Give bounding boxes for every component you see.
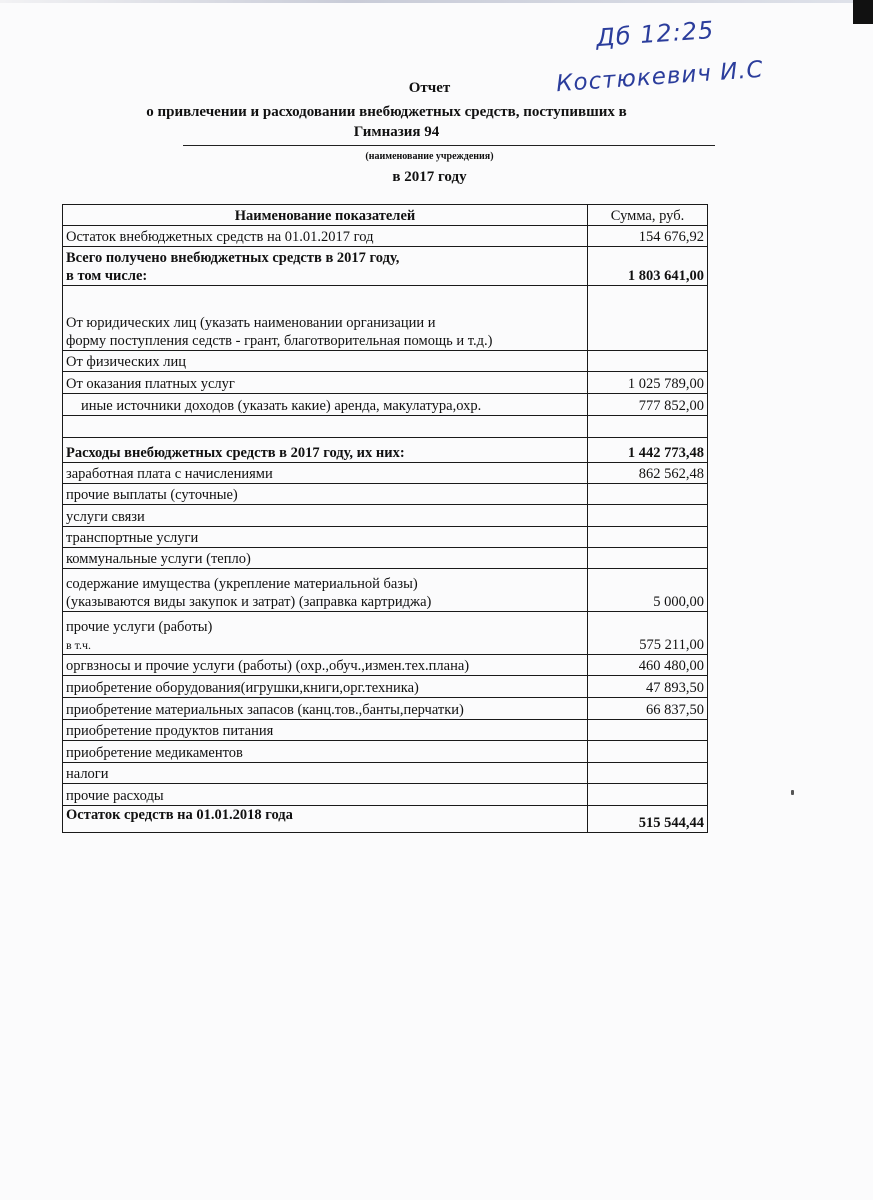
- table-row: [63, 286, 708, 351]
- row-label: Остаток внебюджетных средств на 01.01.2017 год: [63, 226, 588, 247]
- row-label: [63, 612, 588, 655]
- scan-corner-shadow: [853, 0, 873, 24]
- table-row: [63, 806, 708, 833]
- row-label: приобретение материальных запасов (канц.тов.,банты,перчатки): [63, 698, 588, 720]
- table-row: [63, 548, 708, 569]
- row-label: заработная плата с начислениями: [63, 463, 588, 484]
- table-row: [63, 698, 708, 720]
- column-header-name: Наименование показателей: [63, 205, 588, 226]
- table-row: [63, 226, 708, 247]
- row-amount: 5 000,00: [588, 569, 708, 612]
- row-amount: [588, 351, 708, 372]
- row-amount: 1 803 641,00: [588, 247, 708, 286]
- table-row: [63, 720, 708, 741]
- table-row: [63, 372, 708, 394]
- table-row: [63, 569, 708, 612]
- row-label: [63, 247, 588, 286]
- scan-top-edge: [0, 0, 873, 3]
- table-row: [63, 612, 708, 655]
- column-header-sum: Сумма, руб.: [588, 205, 708, 226]
- table-row: [63, 527, 708, 548]
- row-amount: [588, 416, 708, 438]
- row-label-line: в том числе:: [66, 268, 148, 284]
- report-year: в 2017 году: [392, 169, 467, 185]
- row-amount: [588, 720, 708, 741]
- table-row: [63, 763, 708, 784]
- table-row: [63, 676, 708, 698]
- row-amount: [588, 548, 708, 569]
- row-amount: 66 837,50: [588, 698, 708, 720]
- row-label: прочие выплаты (суточные): [63, 484, 588, 505]
- row-amount: [588, 286, 708, 351]
- row-label: услуги связи: [63, 505, 588, 527]
- row-label: [63, 569, 588, 612]
- row-label: прочие расходы: [63, 784, 588, 806]
- row-label: оргвзносы и прочие услуги (работы) (охр.,обуч.,измен.тех.плана): [63, 655, 588, 676]
- row-amount: 1 025 789,00: [588, 372, 708, 394]
- row-amount: [588, 784, 708, 806]
- row-amount: 1 442 773,48: [588, 438, 708, 463]
- table-row: [63, 784, 708, 806]
- institution-name: Гимназия 94: [353, 124, 440, 140]
- row-label-line: форму поступления седств - грант, благотворительная помощь и т.д.): [66, 333, 493, 349]
- table-row: [63, 247, 708, 286]
- row-amount: 777 852,00: [588, 394, 708, 416]
- row-amount: [588, 763, 708, 784]
- row-amount: [588, 505, 708, 527]
- report-table: [62, 204, 708, 833]
- row-label: Остаток средств на 01.01.2018 года: [63, 806, 588, 833]
- row-amount: 460 480,00: [588, 655, 708, 676]
- handwritten-name-note: Костюкевич И.С: [555, 56, 765, 98]
- handwritten-time-note: Дб 12:25: [595, 15, 716, 53]
- row-label: приобретение продуктов питания: [63, 720, 588, 741]
- table-row: [63, 416, 708, 438]
- row-label: [63, 416, 588, 438]
- row-amount: 154 676,92: [588, 226, 708, 247]
- table-row: [63, 394, 708, 416]
- row-amount: 575 211,00: [588, 612, 708, 655]
- row-label: От оказания платных услуг: [63, 372, 588, 394]
- row-label: [63, 286, 588, 351]
- row-label-line: в т.ч.: [66, 638, 92, 652]
- row-label: налоги: [63, 763, 588, 784]
- row-amount: 515 544,44: [588, 806, 708, 833]
- row-amount: 862 562,48: [588, 463, 708, 484]
- report-title: Отчет: [408, 80, 451, 96]
- row-label: коммунальные услуги (тепло): [63, 548, 588, 569]
- table-row: [63, 438, 708, 463]
- row-amount: [588, 527, 708, 548]
- table-header-row: [63, 205, 708, 226]
- institution-underline: [183, 145, 715, 146]
- row-label-line: (указываются виды закупок и затрат) (заправка картриджа): [66, 594, 432, 610]
- row-label-line: содержание имущества (укрепление материальной базы): [66, 576, 418, 592]
- row-label: приобретение оборудования(игрушки,книги,орг.техника): [63, 676, 588, 698]
- row-label: транспортные услуги: [63, 527, 588, 548]
- row-label: иные источники доходов (указать какие) аренда, макулатура,охр.: [63, 394, 588, 416]
- row-amount: 47 893,50: [588, 676, 708, 698]
- scan-speck: [791, 790, 794, 795]
- table-row: [63, 351, 708, 372]
- report-subtitle: о привлечении и расходовании внебюджетных средств, поступивших в: [146, 104, 627, 120]
- row-label: приобретение медикаментов: [63, 741, 588, 763]
- institution-caption: (наименование учреждения): [365, 151, 494, 162]
- row-label: Расходы внебюджетных средств в 2017 году, их них:: [63, 438, 588, 463]
- row-amount: [588, 484, 708, 505]
- table-row: [63, 463, 708, 484]
- row-label-line: Всего получено внебюджетных средств в 2017 году,: [66, 250, 400, 266]
- table-row: [63, 655, 708, 676]
- row-label: От физических лиц: [63, 351, 588, 372]
- row-label-line: прочие услуги (работы): [66, 619, 213, 635]
- table-row: [63, 505, 708, 527]
- row-amount: [588, 741, 708, 763]
- table-row: [63, 741, 708, 763]
- row-label-line: От юридических лиц (указать наименовании организации и: [66, 315, 436, 331]
- table-row: [63, 484, 708, 505]
